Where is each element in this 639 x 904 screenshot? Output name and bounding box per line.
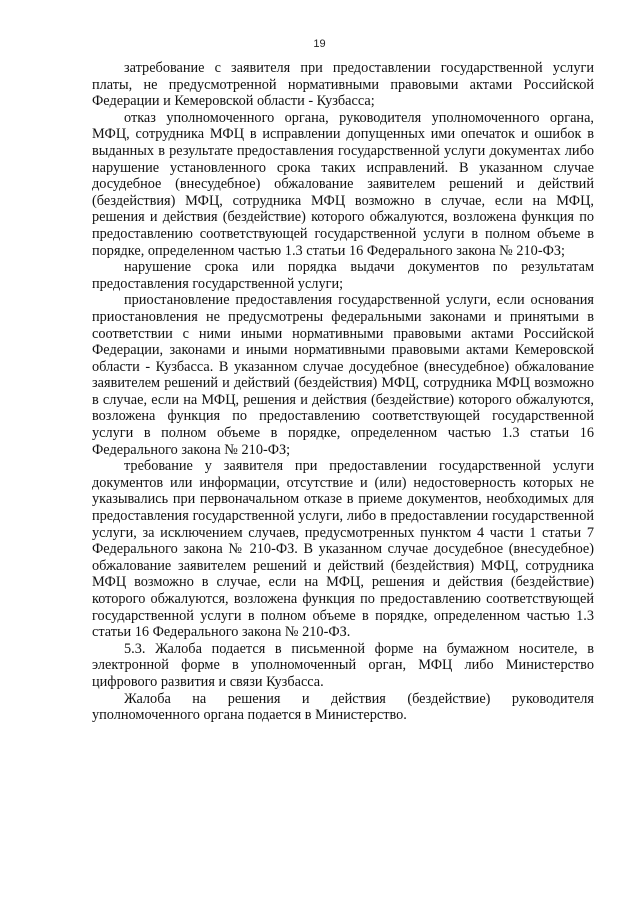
- page-number: 19: [313, 38, 326, 50]
- paragraph: затребование с заявителя при предоставлении государственной услуги платы, не предусмотренной нормативными правовыми актами Российской Федерации и Кемеровской области - Кузбасса;: [92, 60, 594, 110]
- paragraph: приостановление предоставления государственной услуги, если основания приостановления не предусмотрены федеральными законами и принятыми в соответствии с ними иными нормативными правовыми актами Российской Федерации, законами и иными нормативными правовыми актами Кемеровской области - Кузбасса. В указанном случае досудебное (внесудебное) обжалование заявителем решений и действий (бездействия) МФЦ, сотрудника МФЦ возможно в случае, если на МФЦ, решения и действия (бездействие) которого обжалуются, возложена функция по предоставлению соответствующей государственной услуги в полном объеме в порядке, определенном частью 1.3 статьи 16 Федерального закона № 210-ФЗ;: [92, 292, 594, 458]
- paragraph: отказ уполномоченного органа, руководителя уполномоченного органа, МФЦ, сотрудника МФЦ в исправлении допущенных ими опечаток и ошибок в выданных в результате предоставления государственной услуги документах либо нарушение установленного срока таких исправлений. В указанном случае досудебное (внесудебное) обжалование заявителем решений и действий (бездействия) МФЦ, сотрудника МФЦ возможно в случае, если на МФЦ, решения и действия (бездействие) которого обжалуются, возложена функция по предоставлению соответствующей государственной услуги в полном объеме в порядке, определенном частью 1.3 статьи 16 Федерального закона № 210-ФЗ;: [92, 109, 594, 259]
- document-body: [92, 60, 594, 724]
- paragraph: нарушение срока или порядка выдачи документов по результатам предоставления государственной услуги;: [92, 259, 594, 292]
- paragraph: требование у заявителя при предоставлении государственной услуги документов или информации, отсутствие и (или) недостоверность которых не указывались при первоначальном отказе в приеме документов, необходимых для предоставления государственной услуги, либо в предоставлении государственной услуги, за исключением случаев, предусмотренных пунктом 4 части 1 статьи 7 Федерального закона № 210-ФЗ. В указанном случае досудебное (внесудебное) обжалование заявителем решений и действий (бездействия) МФЦ, сотрудника МФЦ возможно в случае, если на МФЦ, решения и действия (бездействие) которого обжалуются, возложена функция по предоставлению соответствующей государственной услуги в полном объеме в порядке, определенном частью 1.3 статьи 16 Федерального закона № 210-ФЗ.: [92, 458, 594, 641]
- paragraph: 5.3. Жалоба подается в письменной форме на бумажном носителе, в электронной форме в уполномоченный орган, МФЦ либо Министерство цифрового развития и связи Кузбасса.: [92, 640, 594, 690]
- paragraph: Жалоба на решения и действия (бездействие) руководителя уполномоченного органа подается в Министерство.: [92, 690, 594, 724]
